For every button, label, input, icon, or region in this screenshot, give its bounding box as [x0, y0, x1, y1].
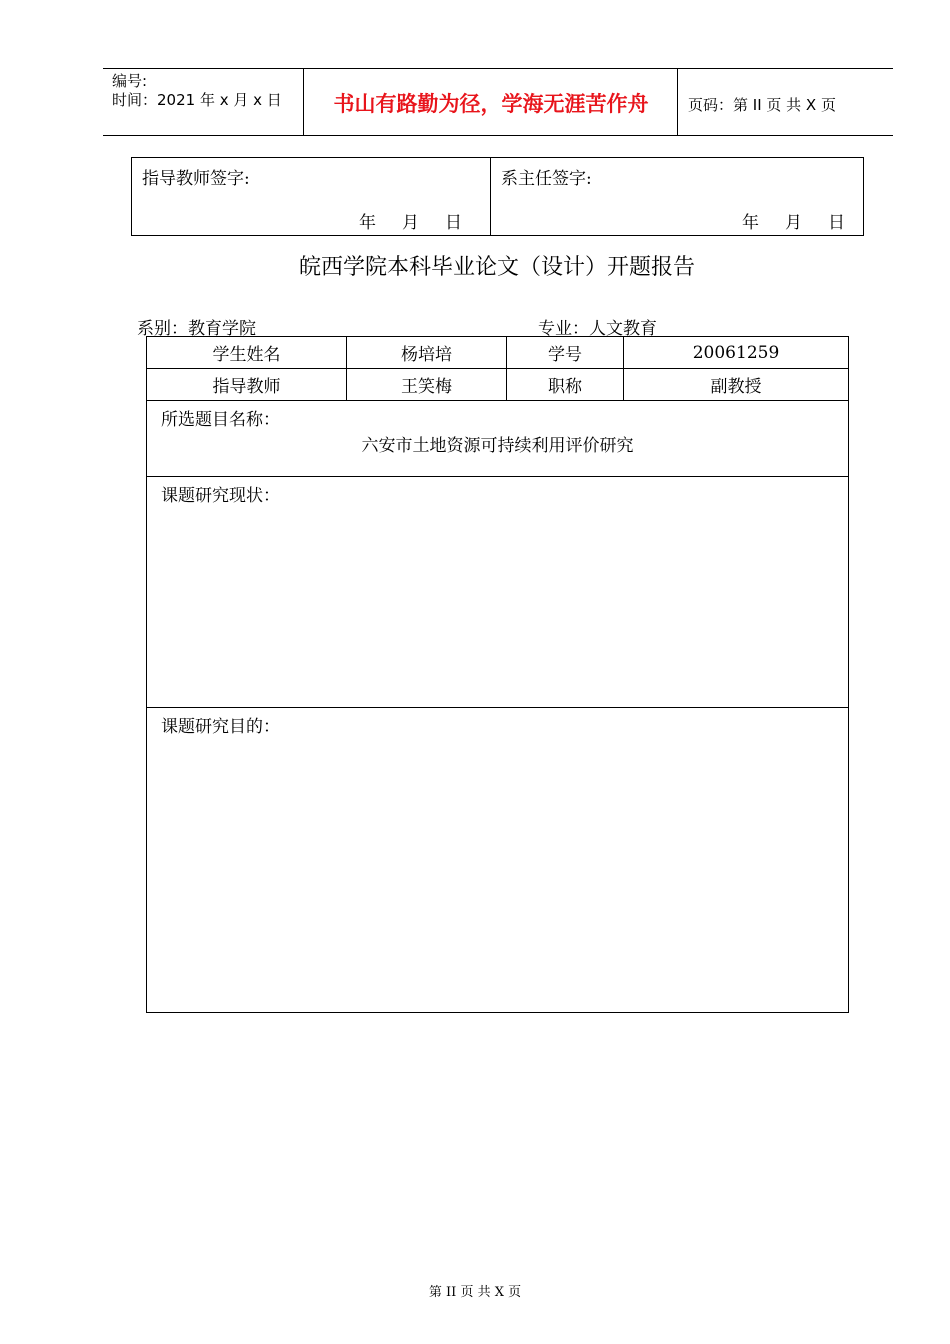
chair-signature-label: 系主任签字: — [501, 169, 592, 189]
advisor-label: 指导教师 — [212, 377, 281, 397]
student-name-label: 学生姓名 — [212, 345, 281, 365]
date-day: 日 — [445, 213, 462, 233]
student-name-value: 杨培培 — [346, 337, 506, 368]
topic-label: 所选题目名称： — [161, 410, 280, 430]
form-section-topic — [147, 401, 848, 477]
signature-table — [131, 157, 864, 236]
date-year: 年 — [742, 213, 759, 233]
report-title: 皖西学院本科毕业论文（设计）开题报告 — [298, 255, 695, 280]
header-number: 编号: — [112, 72, 148, 90]
rank-label: 职称 — [506, 369, 623, 400]
header-top-rule — [103, 68, 893, 69]
research-purpose-label: 课题研究目的： — [161, 717, 280, 737]
chair-signature-cell — [491, 158, 863, 235]
header-motto: 书山有路勤为径，学海无涯苦作舟 — [333, 92, 649, 116]
form-section-status — [147, 477, 848, 708]
research-status-label: 课题研究现状： — [161, 486, 280, 506]
chair-signature-date — [716, 208, 845, 233]
student-id-label: 学号 — [506, 337, 623, 368]
topic-value: 六安市土地资源可持续利用评价研究 — [361, 436, 634, 456]
proposal-form — [146, 336, 849, 1013]
advisor-signature-label: 指导教师签字: — [142, 169, 250, 189]
advisor-value: 王笑梅 — [346, 369, 506, 400]
form-section-purpose — [147, 708, 848, 1012]
date-month: 月 — [402, 213, 419, 233]
major-label: 专业：人文教育 — [538, 319, 657, 339]
department-label: 系别：教育学院 — [137, 319, 256, 339]
page-footer: 第 II 页 共 X 页 — [428, 1285, 522, 1300]
header-meta — [112, 72, 282, 110]
student-id-value: 20061259 — [623, 337, 848, 368]
header-bottom-rule — [103, 135, 893, 136]
rank-value: 副教授 — [623, 369, 848, 400]
date-year: 年 — [359, 213, 376, 233]
form-row-student — [147, 337, 848, 369]
advisor-signature-cell — [132, 158, 491, 235]
header-time: 时间：2021 年 x 月 x 日 — [112, 91, 282, 109]
date-day: 日 — [828, 213, 845, 233]
form-row-advisor — [147, 369, 848, 401]
header-page-number: 页码：第 II 页 共 X 页 — [688, 96, 836, 114]
advisor-signature-date — [333, 208, 462, 233]
date-month: 月 — [785, 213, 802, 233]
